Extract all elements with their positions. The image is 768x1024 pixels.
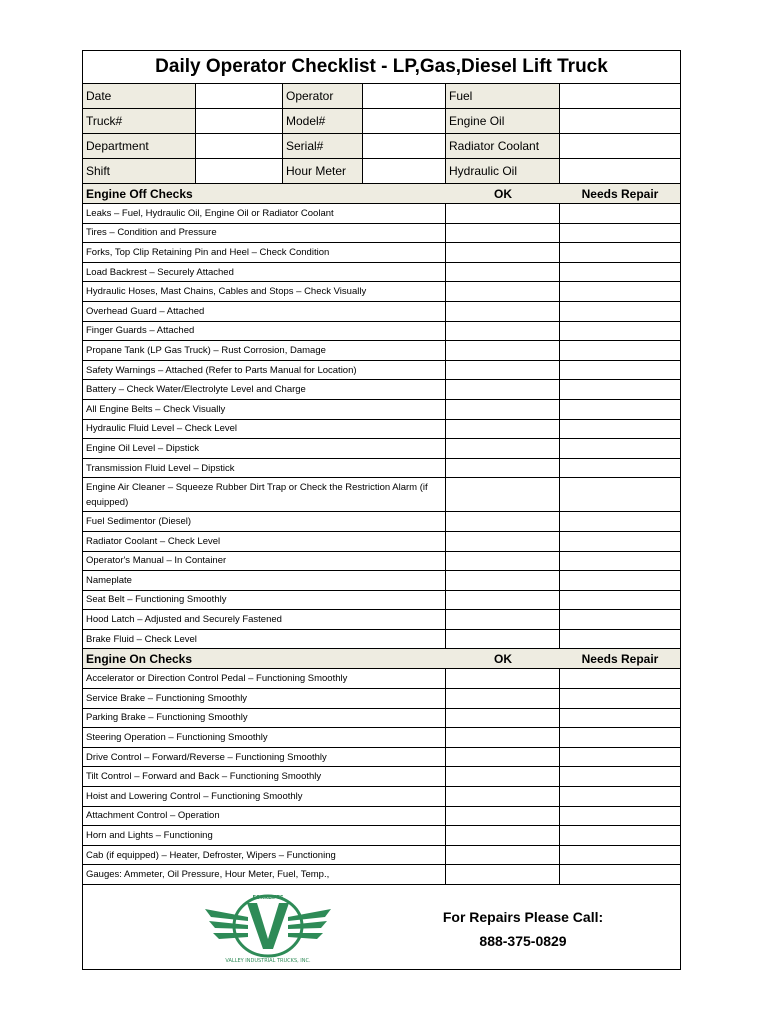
needs-repair-cell[interactable] (560, 439, 680, 458)
checklist-row (83, 439, 680, 459)
checklist-item-label: Hydraulic Fluid Level – Check Level (83, 420, 446, 439)
checklist-item-label: Seat Belt – Functioning Smoothly (83, 591, 446, 610)
company-logo (203, 887, 333, 965)
info-row (83, 84, 680, 109)
checklist-item-label: Hoist and Lowering Control – Functioning Smoothly (83, 787, 446, 806)
info-label: Radiator Coolant (446, 134, 560, 158)
checklist-item-label: Accelerator or Direction Control Pedal – Functioning Smoothly (83, 669, 446, 688)
needs-repair-cell[interactable] (560, 787, 680, 806)
needs-repair-cell[interactable] (560, 728, 680, 747)
checklist-item-label: Tires – Condition and Pressure (83, 224, 446, 243)
checklist-row (83, 689, 680, 709)
needs-repair-cell[interactable] (560, 846, 680, 865)
checklist-row (83, 263, 680, 283)
info-label: Model# (283, 109, 363, 133)
info-label: Hour Meter (283, 159, 363, 183)
needs-repair-cell[interactable] (560, 748, 680, 767)
info-value-field[interactable] (560, 134, 680, 158)
checklist-row (83, 748, 680, 768)
needs-repair-cell[interactable] (560, 552, 680, 571)
checklist-row (83, 322, 680, 342)
info-label: Shift (83, 159, 196, 183)
checklist-row (83, 826, 680, 846)
needs-repair-column-header: Needs Repair (581, 651, 659, 666)
checklist-row (83, 728, 680, 748)
engine-off-header (83, 184, 680, 204)
ok-cell[interactable] (446, 459, 560, 478)
ok-cell[interactable] (446, 302, 560, 321)
needs-repair-cell[interactable] (560, 532, 680, 551)
checklist-row (83, 224, 680, 244)
checklist-item-label: Finger Guards – Attached (83, 322, 446, 341)
ok-cell[interactable] (446, 571, 560, 590)
needs-repair-cell[interactable] (560, 807, 680, 826)
repair-call-label: For Repairs Please Call: (442, 909, 604, 925)
checklist-row (83, 341, 680, 361)
info-value-field[interactable] (196, 159, 283, 183)
ok-cell[interactable] (446, 224, 560, 243)
ok-cell[interactable] (446, 807, 560, 826)
checklist-row (83, 512, 680, 532)
info-label: Engine Oil (446, 109, 560, 133)
checklist-row (83, 709, 680, 729)
engine-off-list (83, 204, 680, 649)
checklist-item-label: Brake Fluid – Check Level (83, 630, 446, 649)
needs-repair-cell[interactable] (560, 767, 680, 786)
checklist-item-label: Transmission Fluid Level – Dipstick (83, 459, 446, 478)
info-label: Hydraulic Oil (446, 159, 560, 183)
ok-cell[interactable] (446, 767, 560, 786)
info-value-field[interactable] (363, 84, 446, 108)
ok-cell[interactable] (446, 420, 560, 439)
ok-cell[interactable] (446, 630, 560, 649)
ok-cell[interactable] (446, 689, 560, 708)
ok-column-header: OK (494, 186, 512, 201)
ok-cell[interactable] (446, 282, 560, 301)
ok-cell[interactable] (446, 263, 560, 282)
checklist-item-label: Attachment Control – Operation (83, 807, 446, 826)
checklist-row (83, 610, 680, 630)
needs-repair-cell[interactable] (560, 282, 680, 301)
info-label: Department (83, 134, 196, 158)
needs-repair-cell[interactable] (560, 610, 680, 629)
checklist-row (83, 459, 680, 479)
checklist-item-label: Fuel Sedimentor (Diesel) (83, 512, 446, 531)
ok-cell[interactable] (446, 552, 560, 571)
needs-repair-cell[interactable] (560, 322, 680, 341)
ok-cell[interactable] (446, 748, 560, 767)
info-label: Truck# (83, 109, 196, 133)
ok-cell[interactable] (446, 591, 560, 610)
checklist-row (83, 532, 680, 552)
engine-off-title: Engine Off Checks (86, 186, 193, 201)
info-label: Fuel (446, 84, 560, 108)
needs-repair-cell[interactable] (560, 263, 680, 282)
info-value-field[interactable] (196, 84, 283, 108)
ok-cell[interactable] (446, 322, 560, 341)
ok-cell[interactable] (446, 610, 560, 629)
checklist-row (83, 361, 680, 381)
checklist-item-label: Battery – Check Water/Electrolyte Level and Charge (83, 380, 446, 399)
checklist-item-label: Engine Oil Level – Dipstick (83, 439, 446, 458)
info-value-field[interactable] (363, 109, 446, 133)
svg-text:FORKLIFTS: FORKLIFTS (252, 895, 284, 901)
checklist-item-label: Leaks – Fuel, Hydraulic Oil, Engine Oil or Radiator Coolant (83, 204, 446, 223)
checklist-row (83, 204, 680, 224)
engine-on-title: Engine On Checks (86, 651, 193, 666)
checklist-item-label: Load Backrest – Securely Attached (83, 263, 446, 282)
ok-cell[interactable] (446, 532, 560, 551)
info-value-field[interactable] (560, 84, 680, 108)
checklist-row (83, 302, 680, 322)
ok-cell[interactable] (446, 400, 560, 419)
checklist-item-label: Safety Warnings – Attached (Refer to Parts Manual for Location) (83, 361, 446, 380)
needs-repair-cell[interactable] (560, 689, 680, 708)
ok-cell[interactable] (446, 669, 560, 688)
checklist-item-label: Nameplate (83, 571, 446, 590)
checklist-row (83, 380, 680, 400)
needs-repair-cell[interactable] (560, 826, 680, 845)
checklist-row (83, 400, 680, 420)
ok-cell[interactable] (446, 826, 560, 845)
needs-repair-cell[interactable] (560, 204, 680, 223)
ok-column-header: OK (494, 651, 512, 666)
checklist-row (83, 591, 680, 611)
ok-cell[interactable] (446, 341, 560, 360)
needs-repair-cell[interactable] (560, 243, 680, 262)
checklist-item-label: Parking Brake – Functioning Smoothly (83, 709, 446, 728)
checklist-item-label: Horn and Lights – Functioning (83, 826, 446, 845)
checklist-row (83, 552, 680, 572)
info-label: Date (83, 84, 196, 108)
needs-repair-cell[interactable] (560, 669, 680, 688)
info-label: Operator (283, 84, 363, 108)
needs-repair-cell[interactable] (560, 865, 680, 884)
ok-cell[interactable] (446, 865, 560, 884)
needs-repair-column-header: Needs Repair (581, 186, 659, 201)
info-label: Serial# (283, 134, 363, 158)
checklist-row (83, 846, 680, 866)
checklist-item-label: Cab (if equipped) – Heater, Defroster, Wipers – Functioning (83, 846, 446, 865)
checklist-row (83, 787, 680, 807)
checklist-row (83, 571, 680, 591)
info-value-field[interactable] (363, 159, 446, 183)
needs-repair-cell[interactable] (560, 630, 680, 649)
checklist-item-label: Hydraulic Hoses, Mast Chains, Cables and Stops – Check Visually (83, 282, 446, 301)
checklist-row (83, 420, 680, 440)
ok-cell[interactable] (446, 709, 560, 728)
checklist-item-label: Service Brake – Functioning Smoothly (83, 689, 446, 708)
checklist-item-label: Hood Latch – Adjusted and Securely Fastened (83, 610, 446, 629)
needs-repair-cell[interactable] (560, 341, 680, 360)
needs-repair-cell[interactable] (560, 571, 680, 590)
needs-repair-cell[interactable] (560, 361, 680, 380)
ok-cell[interactable] (446, 846, 560, 865)
checklist-item-label: Forks, Top Clip Retaining Pin and Heel – Check Condition (83, 243, 446, 262)
checklist-item-label: Steering Operation – Functioning Smoothly (83, 728, 446, 747)
ok-cell[interactable] (446, 512, 560, 531)
needs-repair-cell[interactable] (560, 709, 680, 728)
needs-repair-cell[interactable] (560, 400, 680, 419)
page-title: Daily Operator Checklist - LP,Gas,Diesel Lift Truck (83, 51, 680, 84)
checklist-item-label: Radiator Coolant – Check Level (83, 532, 446, 551)
engine-on-list (83, 669, 680, 885)
checklist-item-label: Tilt Control – Forward and Back – Functioning Smoothly (83, 767, 446, 786)
needs-repair-cell[interactable] (560, 224, 680, 243)
ok-cell[interactable] (446, 787, 560, 806)
checklist-row (83, 669, 680, 689)
svg-text:VALLEY INDUSTRIAL TRUCKS, INC.: VALLEY INDUSTRIAL TRUCKS, INC. (225, 958, 311, 964)
needs-repair-cell[interactable] (560, 512, 680, 531)
ok-cell[interactable] (446, 361, 560, 380)
info-block (83, 84, 680, 184)
info-value-field[interactable] (560, 159, 680, 183)
checklist-sheet (82, 50, 681, 970)
engine-on-header (83, 649, 680, 669)
needs-repair-cell[interactable] (560, 591, 680, 610)
checklist-item-label: Operator's Manual – In Container (83, 552, 446, 571)
ok-cell[interactable] (446, 728, 560, 747)
needs-repair-cell[interactable] (560, 380, 680, 399)
checklist-item-label: Drive Control – Forward/Reverse – Functioning Smoothly (83, 748, 446, 767)
checklist-row (83, 767, 680, 787)
checklist-item-label: All Engine Belts – Check Visually (83, 400, 446, 419)
info-value-field[interactable] (196, 134, 283, 158)
ok-cell[interactable] (446, 204, 560, 223)
needs-repair-cell[interactable] (560, 420, 680, 439)
repair-phone: 888-375-0829 (479, 933, 567, 949)
checklist-row (83, 243, 680, 263)
checklist-item-label: Propane Tank (LP Gas Truck) – Rust Corrosion, Damage (83, 341, 446, 360)
footer (83, 885, 680, 969)
checklist-item-label: Overhead Guard – Attached (83, 302, 446, 321)
info-value-field[interactable] (196, 109, 283, 133)
info-value-field[interactable] (560, 109, 680, 133)
needs-repair-cell[interactable] (560, 478, 680, 511)
ok-cell[interactable] (446, 380, 560, 399)
checklist-row (83, 865, 680, 885)
needs-repair-cell[interactable] (560, 302, 680, 321)
info-value-field[interactable] (363, 134, 446, 158)
ok-cell[interactable] (446, 439, 560, 458)
checklist-row (83, 478, 680, 512)
checklist-row (83, 630, 680, 650)
info-row (83, 134, 680, 159)
ok-cell[interactable] (446, 243, 560, 262)
needs-repair-cell[interactable] (560, 459, 680, 478)
repair-contact (423, 905, 623, 953)
checklist-item-label: Engine Air Cleaner – Squeeze Rubber Dirt Trap or Check the Restriction Alarm (if equipped) (83, 478, 446, 511)
info-row (83, 109, 680, 134)
ok-cell[interactable] (446, 478, 560, 511)
checklist-item-label: Gauges: Ammeter, Oil Pressure, Hour Meter, Fuel, Temp., (83, 865, 446, 884)
checklist-row (83, 282, 680, 302)
checklist-row (83, 807, 680, 827)
info-row (83, 159, 680, 184)
